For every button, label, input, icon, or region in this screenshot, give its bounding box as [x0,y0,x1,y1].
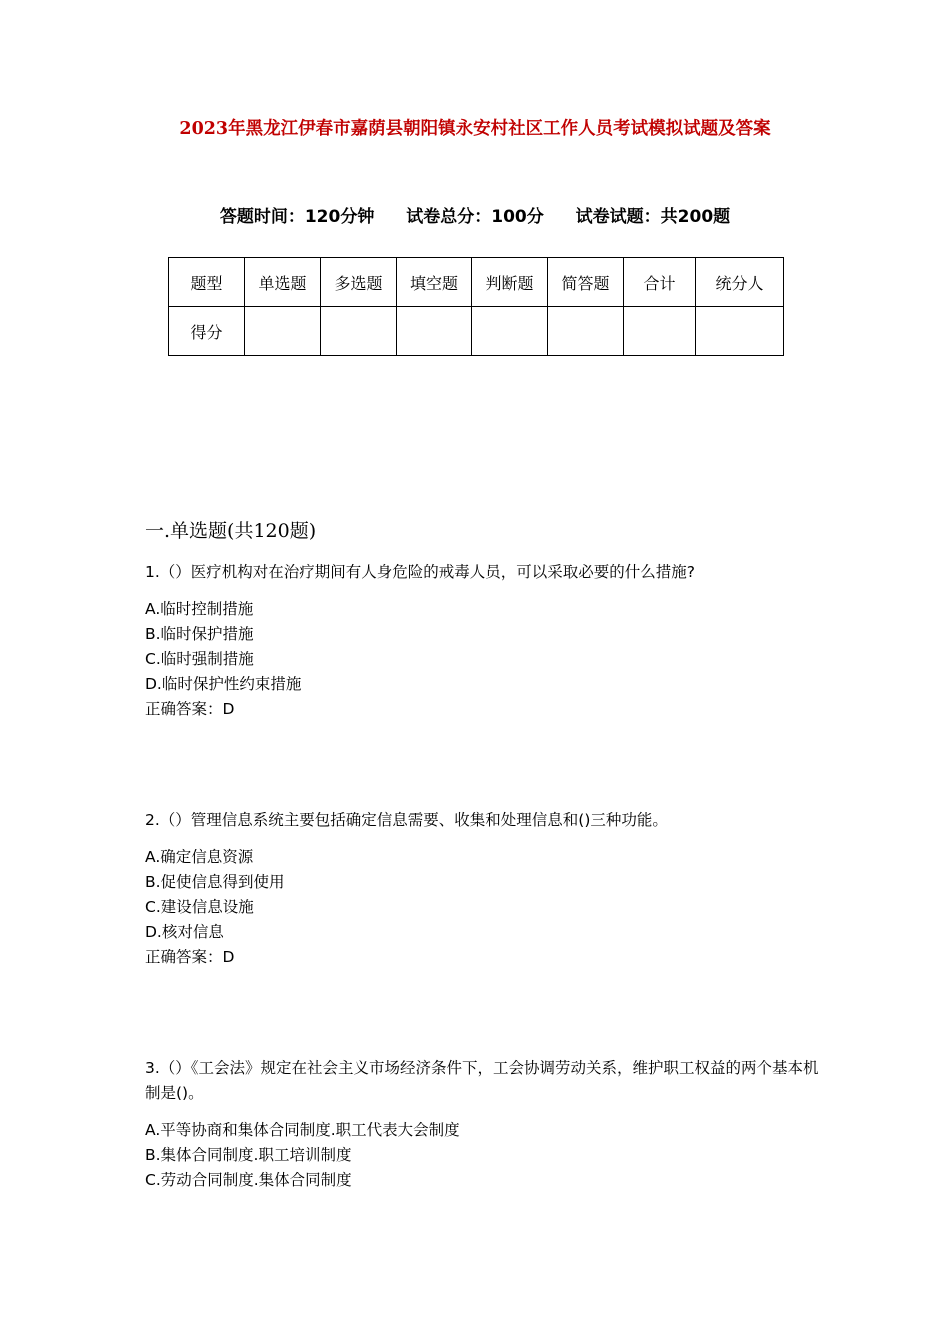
question-block [145,560,825,722]
score-cell [397,307,472,356]
header-cell: 题型 [169,258,245,307]
exam-info [0,202,950,227]
document-title: 2023年黑龙江伊春市嘉荫县朝阳镇永安村社区工作人员考试模拟试题及答案 [179,119,771,139]
correct-answer: 正确答案：D [145,700,235,718]
header-cell: 填空题 [397,258,472,307]
question-option: A.确定信息资源 [145,848,254,866]
score-cell [548,307,624,356]
exam-question-count: 试卷试题：共200题 [575,207,731,227]
exam-time: 答题时间：120分钟 [219,207,375,227]
section-heading: 一.单选题(共120题) [145,520,317,542]
question-option: D.核对信息 [145,923,224,941]
score-cell [245,307,321,356]
question-option: C.劳动合同制度.集体合同制度 [145,1171,352,1189]
score-table [168,257,784,356]
score-cell [321,307,397,356]
score-table-score-row [169,307,784,356]
header-cell: 多选题 [321,258,397,307]
row-label-cell: 得分 [169,307,245,356]
question-stem: 2.（）管理信息系统主要包括确定信息需要、收集和处理信息和()三种功能。 [145,811,668,829]
header-cell: 简答题 [548,258,624,307]
question-stem: 3.（）《工会法》规定在社会主义市场经济条件下，工会协调劳动关系，维护职工权益的两个基本机制是()。 [145,1059,819,1102]
header-cell: 合计 [624,258,696,307]
question-option: D.临时保护性约束措施 [145,675,302,693]
score-cell [624,307,696,356]
header-cell: 统分人 [696,258,784,307]
score-cell [696,307,784,356]
exam-total-score: 试卷总分：100分 [406,207,544,227]
question-block [145,808,825,970]
question-option: A.临时控制措施 [145,600,254,618]
question-stem: 1.（）医疗机构对在治疗期间有人身危险的戒毒人员，可以采取必要的什么措施? [145,563,696,581]
question-block [145,1056,825,1193]
header-cell: 判断题 [472,258,548,307]
question-option: B.临时保护措施 [145,625,254,643]
question-option: B.促使信息得到使用 [145,873,285,891]
correct-answer: 正确答案：D [145,948,235,966]
question-option: B.集体合同制度.职工培训制度 [145,1146,352,1164]
question-option: A.平等协商和集体合同制度.职工代表大会制度 [145,1121,460,1139]
score-cell [472,307,548,356]
question-option: C.临时强制措施 [145,650,254,668]
header-cell: 单选题 [245,258,321,307]
question-option: C.建设信息设施 [145,898,254,916]
score-table-header-row [169,258,784,307]
